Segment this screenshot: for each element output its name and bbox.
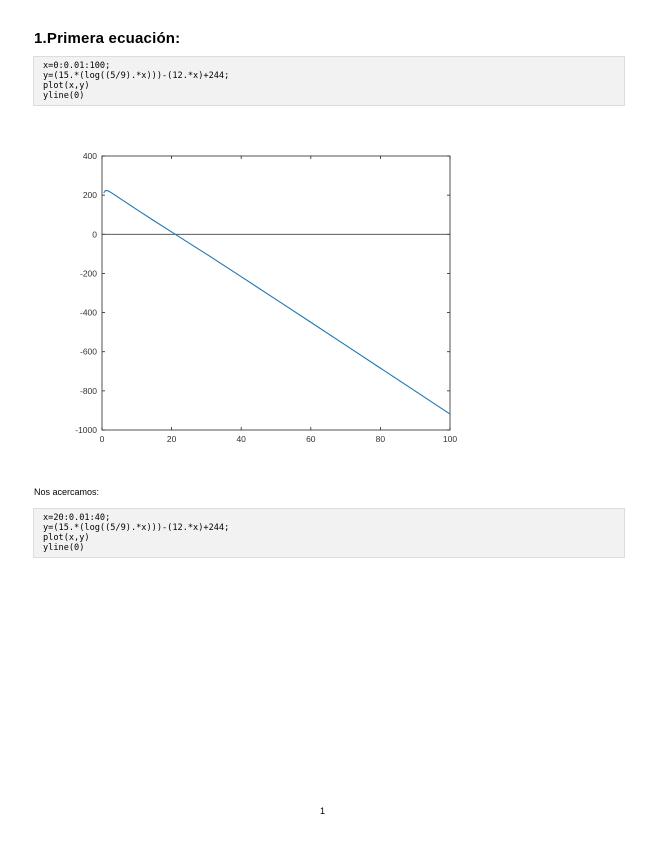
code-line: yline(0) <box>43 91 85 101</box>
x-tick-label: 40 <box>236 434 246 444</box>
y-tick-label: 200 <box>82 190 97 201</box>
y-tick-label: -200 <box>79 268 97 279</box>
y-tick-label: -400 <box>79 307 97 318</box>
code-line: plot(x,y) <box>43 533 90 543</box>
code-line: x=20:0.01:40; <box>43 513 111 523</box>
line-chart <box>60 146 470 456</box>
x-tick-label: 100 <box>442 434 458 444</box>
plot-area <box>102 156 450 430</box>
code-block-2 <box>33 508 625 558</box>
code-line: y=(15.*(log((5/9).*x)))-(12.*x)+244; <box>43 71 230 81</box>
code-line: yline(0) <box>43 543 85 553</box>
code-line: y=(15.*(log((5/9).*x)))-(12.*x)+244; <box>43 523 230 533</box>
y-tick-label: 0 <box>92 229 97 240</box>
x-tick-label: 60 <box>306 434 316 444</box>
y-tick-label: 400 <box>82 151 97 161</box>
y-tick-label: -1000 <box>75 425 97 435</box>
paragraph-text: Nos acercamos: <box>34 487 100 497</box>
page-number: 1 <box>320 806 326 816</box>
code-line: plot(x,y) <box>43 81 90 91</box>
y-tick-label: -800 <box>79 385 97 396</box>
code-line: x=0:0.01:100; <box>43 61 111 71</box>
x-tick-label: 20 <box>166 434 177 444</box>
section-heading: 1.Primera ecuación: <box>34 30 181 47</box>
y-tick-label: -600 <box>79 346 97 357</box>
x-tick-label: 80 <box>375 434 386 444</box>
code-block-1 <box>33 56 625 106</box>
x-tick-label: 0 <box>99 434 105 444</box>
